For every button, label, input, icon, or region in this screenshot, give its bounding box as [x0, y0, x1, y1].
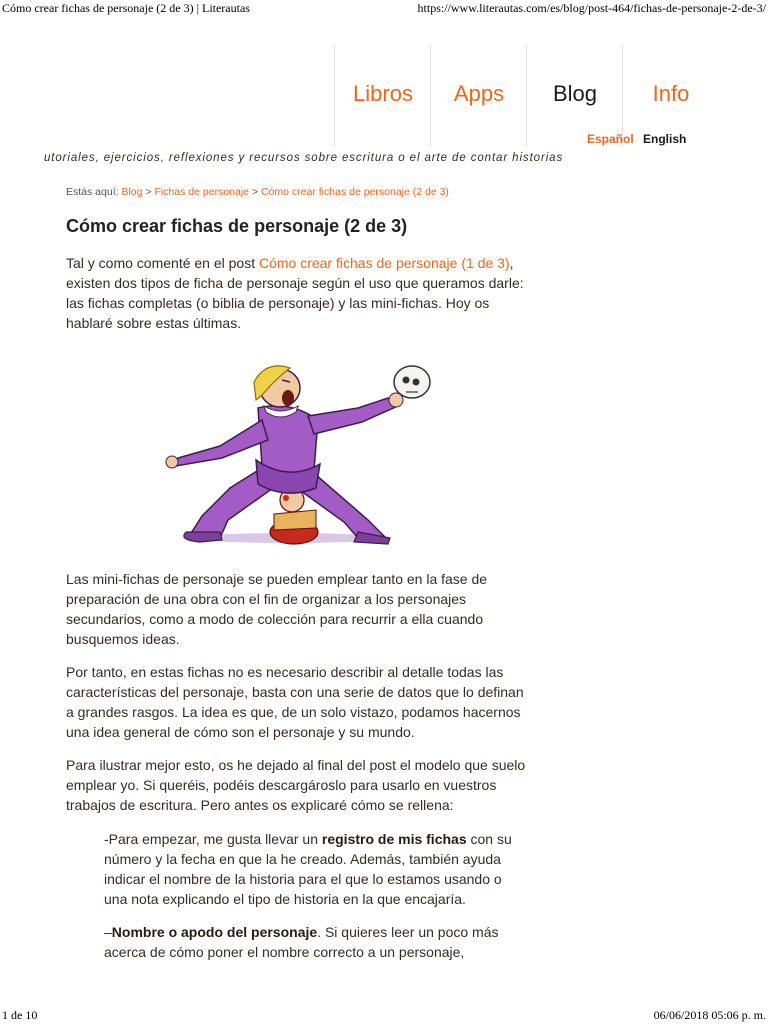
breadcrumb-blog[interactable]: Blog: [121, 186, 143, 198]
article-title: Cómo crear fichas de personaje (2 de 3): [66, 216, 408, 236]
breadcrumb-current[interactable]: Cómo crear fichas de personaje (2 de 3): [261, 186, 449, 198]
intro-text-end: , existen dos tipos de ficha de personaje según el uso que queramos darle: las fichas completas (o biblia de personaje) y las mini-fichas. Hoy os hablaré sobre estas últimas.: [66, 255, 524, 331]
paragraph-registro: [104, 829, 528, 909]
page-number: 1 de 10: [2, 1008, 38, 1022]
hamlet-illustration: [158, 360, 438, 546]
registro-text-start: -Para empezar, me gusta llevar un: [104, 831, 322, 847]
print-footer: [0, 1008, 768, 1024]
breadcrumb-separator: >: [145, 186, 152, 198]
print-url: https://www.literautas.com/es/blog/post-464/fichas-de-personaje-2-de-3/: [417, 1, 766, 15]
breadcrumb-prefix: Estás aquí:: [66, 186, 119, 198]
nombre-bold: Nombre o apodo del personaje: [111, 924, 318, 940]
paragraph-mini-fichas: Las mini-fichas de personaje se pueden emplear tanto en la fase de preparación de una obra con el fin de organizar a los personajes secundarios, como a modo de colección para recurrir a ella cuando busquemos ideas.: [66, 571, 488, 647]
nombre-dash: –: [104, 924, 112, 940]
nav-info[interactable]: Info: [622, 44, 719, 146]
intro-paragraph: [66, 253, 528, 333]
paragraph-por-tanto: Por tanto, en estas fichas no es necesario describir al detalle todas las características del personaje, basta con una serie de datos que lo definan a grandes rasgos. La idea es que, de un solo vistazo, podamos hacernos una idea general de cómo son el personaje y su mundo.: [66, 664, 524, 740]
registro-text-end: con su número y la fecha en que la he creado. Además, también ayuda indicar el nombre de la historia para el que lo estamos usando o una nota explicando el tipo de historia en la que encajaría.: [104, 831, 512, 907]
print-title: Cómo crear fichas de personaje (2 de 3) | Literautas: [2, 1, 250, 15]
site-tagline: utoriales, ejercicios, reflexiones y recursos sobre escritura o el arte de contar historias: [44, 152, 564, 164]
print-datetime: 06/06/2018 05:06 p. m.: [653, 1008, 766, 1022]
paragraph-nombre: [104, 922, 528, 962]
paragraph-ilustrar: Para ilustrar mejor esto, os he dejado al final del post el modelo que suelo emplear yo. Si queréis, podéis descargároslo para usarlo en vuestros trabajos de escritura. Pero antes os explicaré cómo se rellena:: [66, 757, 526, 813]
language-english[interactable]: English: [643, 132, 687, 146]
registro-bold: registro de mis fichas: [321, 831, 467, 847]
print-header: [0, 1, 768, 17]
intro-text-start: Tal y como comenté en el post: [66, 255, 259, 271]
nav-blog[interactable]: Blog: [526, 44, 623, 146]
language-spanish[interactable]: Español: [587, 132, 634, 146]
breadcrumb: [66, 186, 449, 198]
nav-apps[interactable]: Apps: [430, 44, 527, 146]
nombre-text-end: . Si quieres leer un poco más acerca de cómo poner el nombre correcto a un personaje,: [104, 924, 499, 960]
post-link[interactable]: Cómo crear fichas de personaje (1 de 3): [259, 255, 510, 271]
breadcrumb-separator: >: [251, 186, 259, 198]
nav-libros[interactable]: Libros: [334, 44, 431, 146]
breadcrumb-fichas[interactable]: Fichas de personaje: [154, 186, 250, 198]
